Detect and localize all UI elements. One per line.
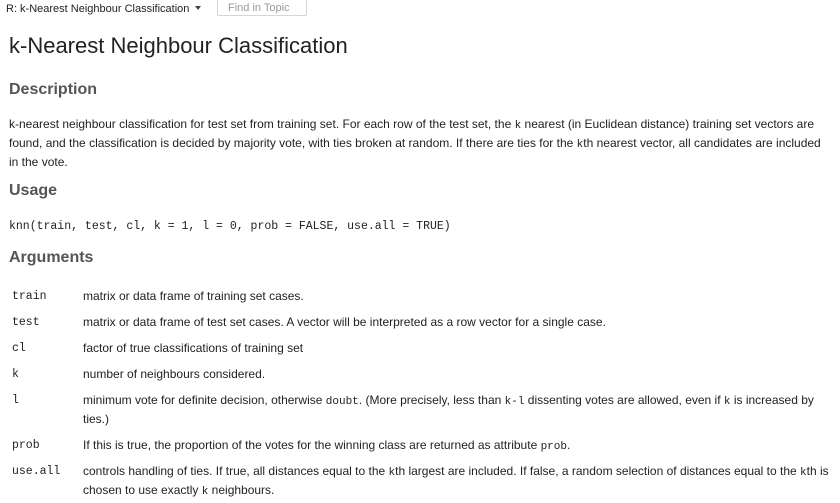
description-code-k-2: k [576,139,584,151]
argument-description-part: . [566,438,571,452]
usage-heading: Usage [9,182,58,199]
argument-description-part: dissenting votes are allowed, even if [524,393,724,407]
description-part-2: nearest (in Euclidean distance) training set vectors are found, and the classification is decided by majority vote, with ties broken at random. If there are ties for the [9,117,815,150]
arguments-heading: Arguments [9,249,94,266]
argument-code: k [201,486,209,498]
description-code-k: k [514,120,522,132]
argument-description [83,392,829,428]
description-part-3: th nearest vector, all candidates are included in the vote. [9,136,821,169]
argument-code: k [723,396,731,408]
argument-description [83,437,829,456]
page-title: k-Nearest Neighbour Classification [9,33,348,58]
argument-name: test [12,316,40,329]
argument-code: prob [540,441,567,453]
argument-code: k [388,467,396,479]
argument-code: doubt [325,396,359,408]
argument-name: prob [12,439,40,452]
argument-description-part: minimum vote for definite decision, otherwise [83,393,326,407]
argument-name: use.all [12,465,61,478]
argument-description-part: . (More precisely, less than [358,393,505,407]
topic-dropdown[interactable] [6,1,201,17]
argument-name: train [12,290,47,303]
argument-description: matrix or data frame of test set cases. A vector will be interpreted as a row vector for a single case. [83,315,606,329]
chevron-down-icon [195,6,201,10]
description-heading: Description [9,81,98,98]
argument-description: factor of true classifications of training set [83,341,304,355]
description-text [9,116,829,171]
find-in-topic-input[interactable]: Find in Topic [217,0,307,16]
argument-name: k [12,368,19,381]
description-part-1: k-nearest neighbour classification for test set from training set. For each row of the test set, the [9,117,515,131]
argument-description: matrix or data frame of training set cases. [83,289,304,303]
argument-description-part: neighbours. [208,483,275,497]
argument-description-part: If this is true, the proportion of the votes for the winning class are returned as attribute [83,438,541,452]
argument-description: number of neighbours considered. [83,367,266,381]
argument-description-part: th is chosen to use exactly [83,464,829,497]
argument-description-part: th largest are included. If false, a random selection of distances equal to the [395,464,801,478]
argument-description [83,463,829,501]
help-toolbar [0,0,840,18]
argument-description-part: is increased by ties.) [83,393,814,426]
argument-name: l [12,394,19,407]
argument-code: k [800,467,807,479]
usage-code: knn(train, test, cl, k = 1, l = 0, prob = FALSE, use.all = TRUE) [9,220,451,233]
argument-code: k-l [504,396,525,408]
topic-dropdown-label: R: k-Nearest Neighbour Classification [6,3,190,15]
argument-name: cl [12,342,26,355]
argument-description-part: controls handling of ties. If true, all distances equal to the [83,464,389,478]
